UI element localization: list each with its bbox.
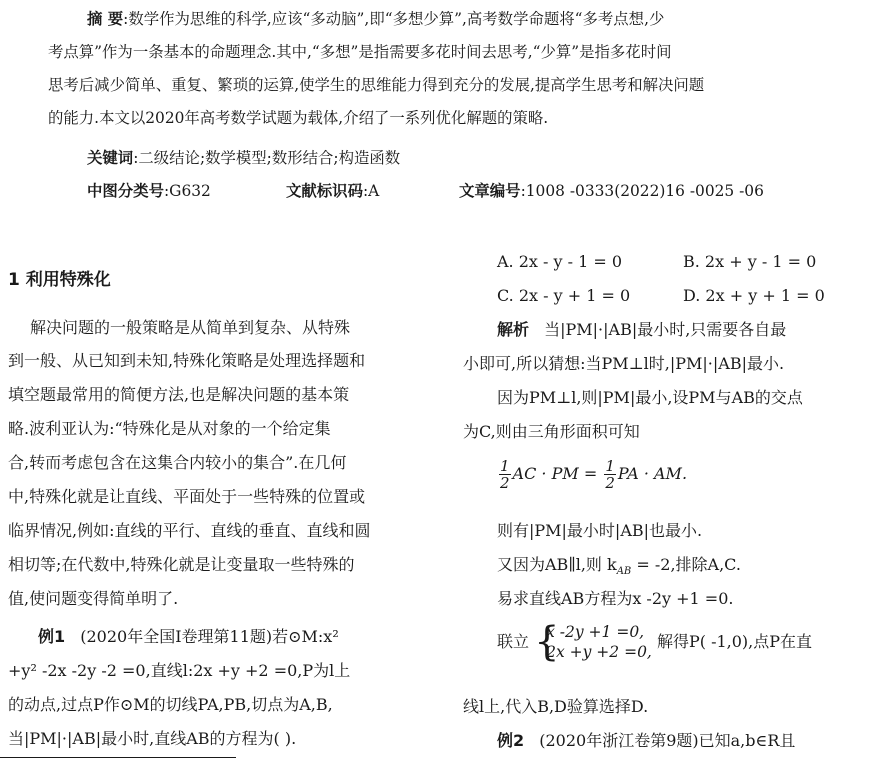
para-line: 到一般、从已知到未知,特殊化策略是处理选择题和 bbox=[8, 351, 366, 370]
example2-label: 例2 bbox=[497, 731, 525, 750]
document-code: 文献标识码:A bbox=[286, 182, 380, 200]
example1-line-3: 的动点,过点P作⊙M的切线PA,PB,切点为A,B, bbox=[8, 695, 333, 714]
para-line: 解决问题的一般策略是从简单到复杂、从特殊 bbox=[30, 318, 351, 337]
clc-number: 中图分类号:G632 bbox=[87, 182, 211, 200]
analysis-line-2: 小即可,所以猜想:当PM⊥l时,|PM|·|AB|最小. bbox=[463, 354, 785, 373]
keywords-value: 二级结论;数学模型;数形结合;构造函数 bbox=[138, 149, 401, 167]
slope-subscript: AB bbox=[616, 566, 632, 578]
system-suffix: 解得P( -1,0),点P在直 bbox=[656, 632, 813, 651]
article-no-value: 1008 -0333(2022)16 -0025 -06 bbox=[525, 182, 764, 200]
abstract-line-1: 摘 要:数学作为思维的科学,应该“多动脑”,即“多想少算”,高考数学命题将“多考点想,少 bbox=[87, 10, 665, 28]
footnote-rule bbox=[0, 757, 236, 758]
para-line: 合,转而考虑包含在这集合内较小的集合”.在几何 bbox=[8, 453, 347, 472]
abstract-line-4: 的能力.本文以2020年高考数学试题为载体,介绍了一系列优化解题的策略. bbox=[48, 109, 549, 127]
keywords: 关键词:二级结论;数学模型;数形结合;构造函数 bbox=[87, 149, 401, 167]
abstract-line-3: 思考后减少简单、重复、繁琐的运算,使学生的思维能力得到充分的发展,提高学生思考和解决问题 bbox=[48, 76, 705, 94]
system-row-1: x -2y +1 =0, bbox=[546, 623, 645, 641]
doc-code-value: A bbox=[368, 182, 380, 200]
analysis-text: 当|PM|·|AB|最小时,只需要各自最 bbox=[544, 320, 787, 339]
analysis-line-8: 线l上,代入B,D验算选择D. bbox=[463, 697, 649, 716]
example1-line-1 bbox=[38, 627, 339, 647]
article-number: 文章编号:1008 -0333(2022)16 -0025 -06 bbox=[459, 182, 764, 200]
example1-label: 例1 bbox=[38, 627, 66, 646]
option-a: A. 2x - y - 1 = 0 bbox=[497, 252, 623, 271]
example2-text: (2020年浙江卷第9题)已知a,b∈R且 bbox=[539, 731, 796, 750]
option-b: B. 2x + y - 1 = 0 bbox=[683, 252, 817, 271]
abstract-text-1: 数学作为思维的科学,应该“多动脑”,即“多想少算”,高考数学命题将“多考点想,少 bbox=[128, 10, 665, 28]
option-c: C. 2x - y + 1 = 0 bbox=[497, 286, 631, 305]
abstract-label: 摘 要 bbox=[87, 10, 124, 28]
analysis-label: 解析 bbox=[497, 320, 530, 339]
fraction-half: $\frac{1}{2}$ bbox=[605, 457, 615, 492]
option-d: D. 2x + y + 1 = 0 bbox=[683, 286, 825, 305]
abstract-line-2: 考点算”作为一条基本的命题理念.其中,“多想”是指需要多花时间去思考,“少算”是指多花时间 bbox=[48, 43, 672, 61]
area-formula bbox=[497, 458, 687, 491]
para-line: 中,特殊化就是让直线、平面处于一些特殊的位置或 bbox=[8, 487, 366, 506]
para-line: 填空题最常用的简便方法,也是解决问题的基本策 bbox=[8, 385, 350, 404]
section-heading: 1 利用特殊化 bbox=[8, 270, 111, 290]
example1-line-4: 当|PM|·|AB|最小时,直线AB的方程为( ). bbox=[8, 729, 297, 748]
example1-line-2: +y² -2x -2y -2 =0,直线l:2x +y +2 =0,P为l上 bbox=[8, 661, 351, 680]
article-no-label: 文章编号 bbox=[459, 182, 521, 200]
analysis-line-3: 因为PM⊥l,则|PM|最小,设PM与AB的交点 bbox=[497, 388, 803, 407]
para-line: 临界情况,例如:直线的平行、直线的垂直、直线和圆 bbox=[8, 521, 371, 540]
doc-code-label: 文献标识码 bbox=[286, 182, 363, 200]
system-line bbox=[497, 619, 813, 665]
para-line: 略.波利亚认为:“特殊化是从对象的一个给定集 bbox=[8, 419, 331, 438]
left-brace-icon: { bbox=[534, 619, 560, 665]
keywords-label: 关键词 bbox=[87, 149, 134, 167]
system-row-2: 2x +y +2 =0, bbox=[546, 643, 652, 661]
analysis-line-4: 为C,则由三角形面积可知 bbox=[463, 422, 640, 441]
clc-label: 中图分类号 bbox=[87, 182, 164, 200]
example2-line bbox=[497, 731, 795, 751]
analysis-line-5: 则有|PM|最小时|AB|也最小. bbox=[497, 521, 703, 540]
analysis-line-7: 易求直线AB方程为x -2y +1 =0. bbox=[497, 589, 734, 608]
fraction-half: $\frac{1}{2}$ bbox=[500, 457, 510, 492]
equation-system bbox=[534, 619, 652, 665]
analysis-line-6: 又因为AB∥l,则 $k_{AB} = -2$,排除A,C. bbox=[497, 555, 741, 578]
system-prefix: 联立 bbox=[497, 632, 530, 651]
formula-part-1: AC · PM = bbox=[512, 464, 598, 483]
clc-value: G632 bbox=[169, 182, 211, 200]
analysis-line-1 bbox=[497, 320, 786, 340]
example1-source-text: (2020年全国Ⅰ卷理第11题)若⊙M:x² bbox=[80, 627, 339, 646]
formula-part-2: PA · AM. bbox=[617, 464, 688, 483]
para-line: 值,使问题变得简单明了. bbox=[8, 589, 179, 608]
para-line: 相切等;在代数中,特殊化就是让变量取一些特殊的 bbox=[8, 555, 355, 574]
